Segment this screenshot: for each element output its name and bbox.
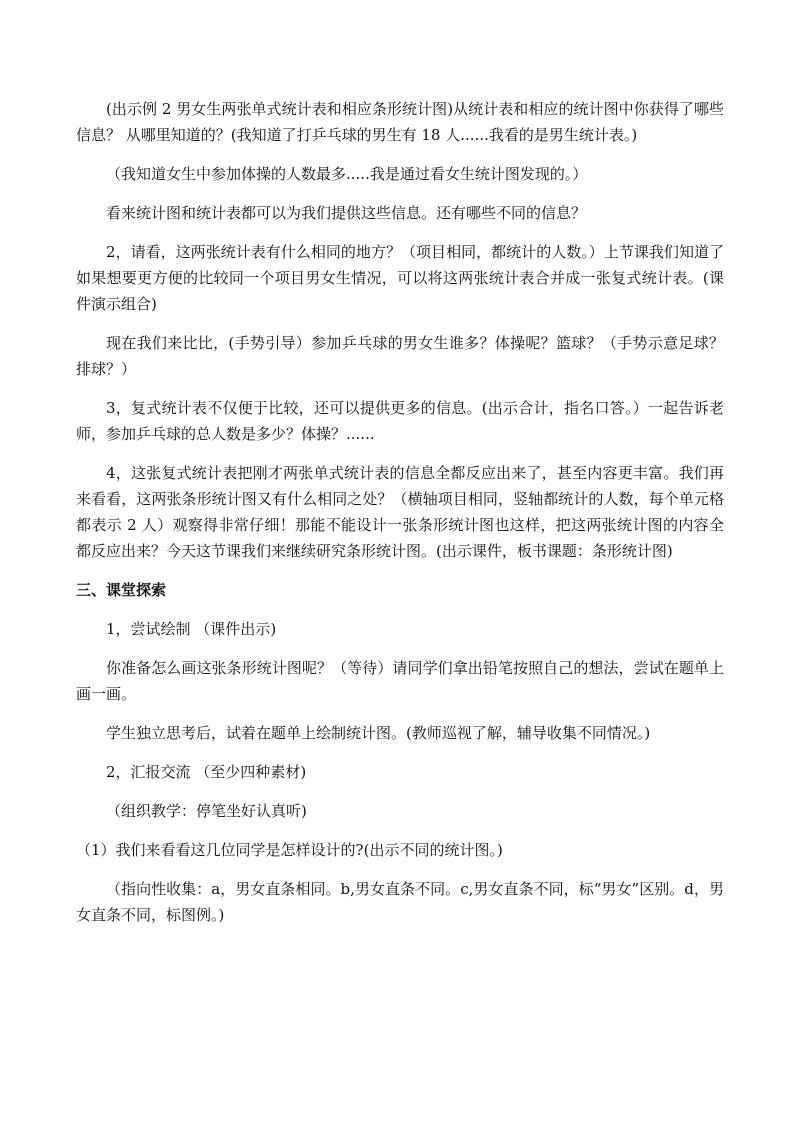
paragraph-step-2: 2，请看，这两张统计表有什么相同的地方？（项目相同，都统计的人数。）上节课我们知道了如果想要更方便的比较同一个项目男女生情况，可以将这两张统计表合并成一张复式统计表。(课件演示组合) <box>76 243 724 313</box>
paragraph-girls-gymnastics: （我知道女生中参加体操的人数最多.....我是通过看女生统计图发现的。） <box>106 165 588 183</box>
paragraph-step-4: 4，这张复式统计表把刚才两张单式统计表的信息全都反应出来了，甚至内容更丰富。我们再来看看，这两张条形统计图又有什么相同之处？（横轴项目相同，竖轴都统计的人数，每个单元格都表示 2 人）观察得非常仔细！那能不能设计一张条形统计图也这样，把这两张统计图的内容全都反应出来？今天这节课我们来继续研究条形统计图。(出示课件，板书课题：条形统计图) <box>76 464 724 560</box>
paragraph-try-drawing: 1，尝试绘制 （课件出示) <box>106 620 277 638</box>
paragraph-compare: 现在我们来比比，(手势引导）参加乒乓球的男女生谁多？体操呢？篮球？（手势示意足球？排球？） <box>76 334 724 378</box>
paragraph-step-3: 3，复式统计表不仅便于比较，还可以提供更多的信息。(出示合计，指名口答。）一起告诉老师，参加乒乓球的总人数是多少？体操？...... <box>76 399 724 443</box>
document-body <box>76 96 724 928</box>
paragraph-organize: （组织教学：停笔坐好认真听) <box>106 802 307 820</box>
paragraph-how-to-draw: 你准备怎么画这张条形统计图呢？（等待）请同学们拿出铅笔按照自己的想法，尝试在题单上画一画。 <box>76 659 724 703</box>
list-item-1: （1）我们来看看这几位同学是怎样设计的?(出示不同的统计图。) <box>76 841 503 859</box>
paragraph-example-intro: (出示例 2 男女生两张单式统计表和相应条形统计图)从统计表和相应的统计图中你获得了哪些信息？ 从哪里知道的？(我知道了打乒乓球的男生有 18 人......我看的是男生统计表。) <box>76 100 724 144</box>
paragraph-students-draw: 学生独立思考后，试着在题单上绘制统计图。(教师巡视了解，辅导收集不同情况。) <box>106 724 651 742</box>
paragraph-different-info: 看来统计图和统计表都可以为我们提供这些信息。还有哪些不同的信息？ <box>106 204 587 222</box>
paragraph-report-exchange: 2，汇报交流 （至少四种素材) <box>106 763 307 781</box>
paragraph-collection: （指向性收集：a，男女直条相同。b,男女直条不同。c,男女直条不同，标“男女”区别。d，男女直条不同，标图例。) <box>76 880 724 924</box>
section-heading: 三、课堂探索 <box>76 581 167 599</box>
